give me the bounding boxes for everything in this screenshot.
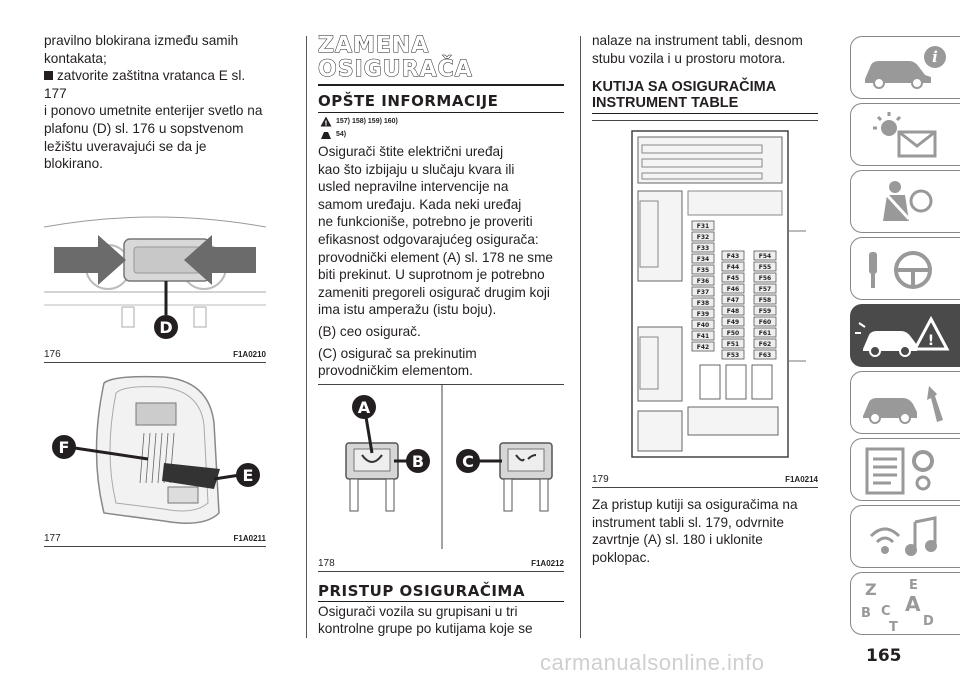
svg-text:i: i — [932, 48, 938, 66]
section-rule — [318, 112, 564, 113]
fuse-label: F40 — [696, 322, 710, 330]
index-letter: T — [889, 620, 898, 635]
fuse-label: F31 — [696, 223, 710, 231]
title-rule — [318, 84, 564, 86]
watermark: carmanualsonline.info — [540, 650, 765, 675]
text-line: pravilno blokirana između samih — [44, 33, 239, 48]
tab-index[interactable] — [850, 572, 960, 635]
tab-dashboard-lights[interactable] — [850, 103, 960, 166]
figure-178 — [318, 384, 564, 572]
fuse-label: F45 — [726, 275, 740, 283]
figure-code: F1A0210 — [233, 349, 266, 359]
col1-intro — [44, 32, 266, 173]
callout-b: B — [411, 451, 425, 471]
callout-c: C — [462, 451, 474, 471]
index-letter: A — [905, 592, 921, 616]
chapter-title-line: OSIGURAČA — [318, 57, 473, 82]
tab-breakdown[interactable] — [850, 304, 960, 367]
figure-177 — [44, 363, 266, 547]
figure-code: F1A0212 — [531, 558, 564, 568]
text-line: ne funkcioniše, potrebno je proveriti — [318, 214, 533, 230]
technical-data-icon — [851, 439, 960, 502]
fuse-label: F41 — [696, 333, 710, 341]
chapter-title — [318, 34, 564, 82]
key-steering-wheel-icon — [851, 238, 960, 301]
tab-seat-belt-airbag[interactable] — [850, 170, 960, 233]
fuse-label: F33 — [696, 245, 710, 253]
tab-maintenance[interactable] — [850, 371, 960, 434]
figure-number: 176 — [44, 348, 61, 360]
col2-section2-body — [318, 603, 564, 638]
fuse-label: F39 — [696, 311, 710, 319]
tab-key-steering[interactable] — [850, 237, 960, 300]
text-line: Za pristup kutiji sa osiguračima na — [592, 497, 798, 513]
section-title: OPŠTE INFORMACIJE — [318, 92, 499, 110]
index-letter: Z — [865, 580, 877, 599]
fuse-label: F54 — [758, 253, 772, 261]
fuse-label: F37 — [696, 289, 710, 297]
fuse-label: F55 — [758, 264, 772, 272]
text-line: instrument tabli sl. 179, odvrnite — [592, 514, 784, 530]
text-line: kontakata; — [44, 50, 107, 66]
col3-intro — [592, 32, 818, 67]
fuse-label: F63 — [758, 352, 772, 360]
car-breakdown-icon — [851, 305, 960, 368]
car-maintenance-icon — [851, 372, 960, 435]
text-line: plafonu (D) sl. 176 u sopstvenom — [44, 120, 244, 136]
note-refs — [320, 128, 564, 141]
callout-a: A — [357, 397, 371, 417]
fuse-label: F42 — [696, 344, 710, 352]
fuse-label: F48 — [726, 308, 740, 316]
figure-number: 179 — [592, 474, 609, 486]
fuse-illustration — [318, 385, 564, 555]
protective-door-illustration — [44, 363, 266, 531]
fuse-label: F57 — [758, 286, 772, 294]
multimedia-icon — [851, 506, 960, 569]
text-line: Osigurači štite električni uređaj — [318, 144, 504, 159]
fuse-label: F61 — [758, 330, 772, 338]
col3-outro — [592, 496, 818, 566]
bullet-line — [44, 67, 266, 102]
text-line: nalaze na instrument tabli, desnom — [592, 33, 803, 48]
fuse-label: F34 — [696, 256, 710, 264]
fuse-label: F51 — [726, 341, 740, 349]
fuse-box-diagram — [592, 121, 818, 471]
text-line: zatvorite zaštitna vratanca E sl. 177 — [44, 68, 246, 101]
fuse-label: F53 — [726, 352, 740, 360]
section-title-line: KUTIJA SA OSIGURAČIMA — [592, 79, 777, 96]
callout-d: D — [159, 317, 173, 337]
callout-e: E — [242, 465, 254, 485]
section-rule — [592, 113, 818, 114]
fuse-label: F59 — [758, 308, 772, 316]
index-letter: B — [861, 606, 871, 621]
fuse-label: F35 — [696, 267, 710, 275]
caution-hand-icon — [320, 129, 332, 140]
fuse-label: F43 — [726, 253, 740, 261]
index-letter: E — [909, 578, 918, 593]
text-line: efikasnost odgovarajućeg osigurača: — [318, 231, 539, 247]
square-bullet-icon — [44, 71, 53, 80]
col2-body — [318, 143, 564, 380]
warning-refs-text: 157) 158) 159) 160) — [336, 118, 398, 125]
dashboard-lights-icon — [851, 104, 960, 167]
fuse-label: F56 — [758, 275, 772, 283]
column-2 — [318, 32, 564, 638]
text-line: (C) osigurač sa prekinutim — [318, 345, 477, 361]
column-divider — [580, 36, 581, 638]
car-info-icon — [851, 37, 960, 100]
text-line: biti prekinut. U suprotnom je potrebno — [318, 267, 545, 283]
text-line: Osigurači vozila su grupisani u tri — [318, 603, 518, 619]
fuse-label: F62 — [758, 341, 772, 349]
text-line: ležištu uveravajući se da je blokirano. — [44, 138, 207, 172]
tab-car-info[interactable] — [850, 36, 960, 99]
figure-179 — [592, 120, 818, 488]
fuse-label: F46 — [726, 286, 740, 294]
fuse-label: F60 — [758, 319, 772, 327]
interior-light-illustration — [44, 187, 266, 345]
text-line: ima istu amperažu (istu boju). — [318, 302, 497, 318]
callout-f: F — [58, 437, 70, 457]
svg-text:!: ! — [324, 119, 328, 127]
figure-176 — [44, 187, 266, 363]
figure-number: 178 — [318, 557, 335, 569]
fuse-label: F38 — [696, 300, 710, 308]
svg-text:!: ! — [927, 333, 935, 349]
figure-code: F1A0211 — [233, 533, 266, 543]
text-line: i ponovo umetnite enterijer svetlo na — [44, 103, 263, 119]
page-number: 165 — [866, 646, 902, 666]
text-line: zavrtnje (A) sl. 180 i uklonite poklopac. — [592, 532, 763, 565]
index-letter: D — [923, 614, 934, 629]
index-letter: C — [881, 604, 891, 619]
text-line: stubu vozila i u prostoru motora. — [592, 50, 786, 66]
warning-triangle-icon — [320, 116, 332, 127]
figure-number: 177 — [44, 532, 61, 544]
fuse-label: F47 — [726, 297, 740, 305]
note-refs-text: 54) — [336, 131, 347, 138]
index-az-icon — [851, 573, 960, 636]
column-divider — [306, 36, 307, 638]
tab-technical-data[interactable] — [850, 438, 960, 501]
text-line: samom uređaju. Kada neki uređaj — [318, 196, 522, 212]
text-line: usled nepravilne intervencije na — [318, 179, 509, 195]
text-line: provodničkim elementom. — [318, 363, 473, 379]
fuse-label: F58 — [758, 297, 772, 305]
fuse-label: F50 — [726, 330, 740, 338]
text-line: (B) ceo osigurač. — [318, 323, 421, 339]
column-3 — [592, 32, 818, 567]
warning-refs — [320, 115, 564, 128]
seat-belt-airbag-icon — [851, 171, 960, 234]
text-line: kao što izbijaju u slučaju kvara ili — [318, 161, 515, 177]
fuse-label: F49 — [726, 319, 740, 327]
tab-multimedia[interactable] — [850, 505, 960, 568]
section-title-line: INSTRUMENT TABLE — [592, 95, 739, 112]
text-line: kontrolne grupe po kutijama koje se — [318, 621, 533, 637]
text-line: provodnički element (A) sl. 178 ne sme — [318, 249, 553, 265]
column-1 — [44, 32, 266, 547]
section-title — [592, 79, 818, 111]
fuse-label: F32 — [696, 234, 710, 242]
text-line: zameniti pregoreli osigurač drugim koji — [318, 284, 550, 300]
figure-code: F1A0214 — [785, 475, 818, 485]
fuse-label: F36 — [696, 278, 710, 286]
section-title: PRISTUP OSIGURAČIMA — [318, 581, 525, 600]
section-rule — [318, 601, 564, 602]
chapter-title-line: ZAMENA — [318, 33, 430, 58]
fuse-label: F44 — [726, 264, 740, 272]
